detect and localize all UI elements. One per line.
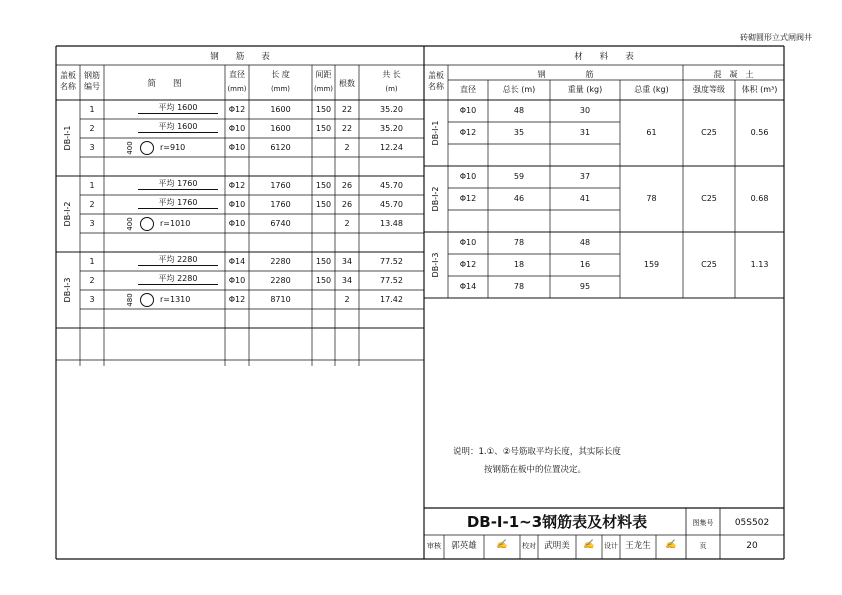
material-diameter: Φ12: [459, 260, 477, 269]
page-number: 20: [746, 541, 758, 551]
steel-bar-no: 2: [89, 276, 95, 285]
material-length: 78: [513, 282, 525, 291]
material-length: 59: [513, 172, 525, 181]
steel-header-total-unit: (m): [385, 85, 398, 93]
material-header-concrete: 混 凝 土: [713, 70, 754, 79]
steel-spacing: 150: [315, 105, 332, 114]
steel-diameter: Φ10: [228, 276, 246, 285]
material-grade: C25: [701, 260, 717, 269]
steel-diameter: Φ10: [228, 124, 246, 133]
material-slab-name: DB-Ⅰ-2: [431, 186, 440, 212]
steel-sketch-label: 平均 2280: [138, 256, 218, 266]
checker-signature: ✍: [583, 540, 595, 550]
steel-header-total: 共 长: [382, 70, 401, 79]
material-weight: 95: [579, 282, 591, 291]
drawing-header-label: 砖砌圆形立式闸阀井: [740, 33, 812, 42]
material-volume: 0.68: [750, 194, 769, 203]
steel-bar-no: 1: [89, 181, 95, 190]
steel-header-length-unit: (mm): [270, 85, 291, 93]
steel-diameter: Φ12: [228, 105, 246, 114]
steel-count: 22: [341, 105, 353, 114]
steel-length: 6740: [270, 219, 291, 228]
material-diameter: Φ12: [459, 128, 477, 137]
steel-bar-no: 1: [89, 105, 95, 114]
material-table-title: 材 料 表: [574, 52, 634, 62]
reviewer-name: 郭英雄: [451, 541, 477, 551]
steel-count: 2: [344, 143, 350, 152]
steel-header-diameter: 直径: [229, 70, 245, 79]
material-header-volume: 体积 (m³): [741, 85, 778, 94]
material-length: 46: [513, 194, 525, 203]
review-label: 审核: [427, 542, 441, 550]
material-weight: 30: [579, 106, 591, 115]
steel-length: 1600: [270, 105, 291, 114]
material-diameter: Φ10: [459, 238, 477, 247]
steel-total: 17.42: [380, 295, 403, 304]
steel-spacing: 150: [315, 257, 332, 266]
steel-diameter: Φ14: [228, 257, 246, 266]
steel-count: 26: [341, 200, 353, 209]
steel-sketch-label: 平均 1760: [138, 180, 218, 190]
atlas-label: 图集号: [692, 519, 714, 527]
ring-bar-height-label: 400: [126, 217, 134, 231]
steel-sketch-label: 平均 1760: [138, 199, 218, 209]
steel-length: 1600: [270, 124, 291, 133]
steel-diameter: Φ10: [228, 200, 246, 209]
steel-total: 77.52: [380, 257, 403, 266]
steel-total: 45.70: [380, 200, 403, 209]
steel-header-bar-no: 钢筋 编号: [84, 71, 100, 91]
material-header-slab: 盖板 名称: [428, 71, 444, 91]
designer-signature: ✍: [665, 540, 677, 550]
steel-length: 2280: [270, 257, 291, 266]
steel-length: 6120: [270, 143, 291, 152]
steel-diameter: Φ10: [228, 143, 246, 152]
steel-header-count: 根数: [339, 79, 355, 88]
material-header-steel: 钢 筋: [537, 70, 594, 79]
steel-sketch-label: 平均 2280: [138, 275, 218, 285]
material-header-grade: 强度等级: [693, 85, 725, 94]
steel-header-spacing-unit: (mm): [313, 85, 334, 93]
steel-slab-name: DB-Ⅰ-2: [63, 201, 72, 227]
steel-sketch-label: r=910: [160, 143, 186, 152]
steel-total: 35.20: [380, 105, 403, 114]
steel-count: 34: [341, 276, 353, 285]
material-grade: C25: [701, 194, 717, 203]
material-length: 48: [513, 106, 525, 115]
material-header-length: 总长 (m): [502, 85, 536, 94]
ring-bar-sketch-icon: [140, 217, 154, 231]
material-volume: 1.13: [750, 260, 769, 269]
steel-sketch-label: r=1310: [160, 295, 191, 304]
atlas-number: 05S502: [734, 518, 770, 528]
designer-name: 王龙生: [625, 541, 651, 551]
steel-bar-no: 2: [89, 124, 95, 133]
steel-bar-no: 1: [89, 257, 95, 266]
steel-bar-no: 3: [89, 143, 95, 152]
steel-total: 77.52: [380, 276, 403, 285]
steel-count: 2: [344, 295, 350, 304]
steel-count: 26: [341, 181, 353, 190]
steel-sketch-label: r=1010: [160, 219, 191, 228]
ring-bar-sketch-icon: [140, 141, 154, 155]
steel-diameter: Φ10: [228, 219, 246, 228]
steel-bar-no: 3: [89, 219, 95, 228]
material-length: 35: [513, 128, 525, 137]
material-weight: 31: [579, 128, 591, 137]
steel-count: 22: [341, 124, 353, 133]
steel-header-diameter-unit: (mm): [227, 85, 247, 93]
steel-slab-name: DB-Ⅰ-1: [63, 125, 72, 151]
ring-bar-height-label: 480: [126, 293, 134, 307]
note-line-2: 按钢筋在板中的位置决定。: [484, 465, 587, 475]
steel-count: 2: [344, 219, 350, 228]
steel-spacing: 150: [315, 276, 332, 285]
checker-name: 武明美: [544, 541, 570, 551]
material-grade: C25: [701, 128, 717, 137]
material-total-weight: 61: [646, 128, 657, 137]
steel-sketch-label: 平均 1600: [138, 123, 218, 133]
steel-slab-name: DB-Ⅰ-3: [63, 277, 72, 303]
page-label: 页: [699, 542, 707, 550]
material-length: 18: [513, 260, 525, 269]
material-diameter: Φ14: [459, 282, 477, 291]
check-label: 校对: [522, 542, 536, 550]
steel-spacing: 150: [315, 124, 332, 133]
steel-bar-no: 3: [89, 295, 95, 304]
material-weight: 41: [579, 194, 591, 203]
steel-spacing: 150: [315, 200, 332, 209]
material-diameter: Φ10: [459, 106, 477, 115]
material-diameter: Φ12: [459, 194, 477, 203]
steel-total: 13.48: [380, 219, 403, 228]
material-weight: 16: [579, 260, 591, 269]
steel-header-spacing: 间距: [315, 70, 332, 79]
steel-total: 45.70: [380, 181, 403, 190]
steel-header-slab: 盖板 名称: [60, 71, 76, 91]
design-label: 设计: [604, 542, 618, 550]
steel-length: 1760: [270, 181, 291, 190]
steel-sketch-label: 平均 1600: [138, 104, 218, 114]
steel-header-sketch: 简 图: [147, 79, 182, 89]
material-slab-name: DB-Ⅰ-3: [431, 252, 440, 278]
material-header-total-weight: 总重 (kg): [634, 85, 669, 94]
material-header-diameter: 直径: [460, 85, 476, 94]
material-total-weight: 159: [643, 260, 660, 269]
steel-header-length: 长 度: [271, 70, 290, 79]
material-length: 78: [513, 238, 525, 247]
steel-length: 1760: [270, 200, 291, 209]
drawing-title: DB-Ⅰ-1~3钢筋表及材料表: [466, 513, 648, 531]
reviewer-signature: ✍: [496, 540, 508, 550]
steel-bar-no: 2: [89, 200, 95, 209]
steel-count: 34: [341, 257, 353, 266]
material-volume: 0.56: [750, 128, 769, 137]
material-total-weight: 78: [646, 194, 657, 203]
material-weight: 37: [579, 172, 591, 181]
steel-length: 2280: [270, 276, 291, 285]
ring-bar-sketch-icon: [140, 293, 154, 307]
steel-table-title: 钢 筋 表: [210, 52, 270, 62]
steel-diameter: Φ12: [228, 295, 246, 304]
note-line-1: 说明：1.①、②号筋取平均长度，其实际长度: [453, 447, 621, 457]
material-diameter: Φ10: [459, 172, 477, 181]
steel-diameter: Φ12: [228, 181, 246, 190]
steel-spacing: 150: [315, 181, 332, 190]
material-weight: 48: [579, 238, 591, 247]
steel-total: 35.20: [380, 124, 403, 133]
material-slab-name: DB-Ⅰ-1: [431, 120, 440, 146]
ring-bar-height-label: 400: [126, 141, 134, 155]
steel-total: 12.24: [380, 143, 403, 152]
material-header-weight: 重量 (kg): [567, 85, 603, 94]
steel-length: 8710: [270, 295, 291, 304]
